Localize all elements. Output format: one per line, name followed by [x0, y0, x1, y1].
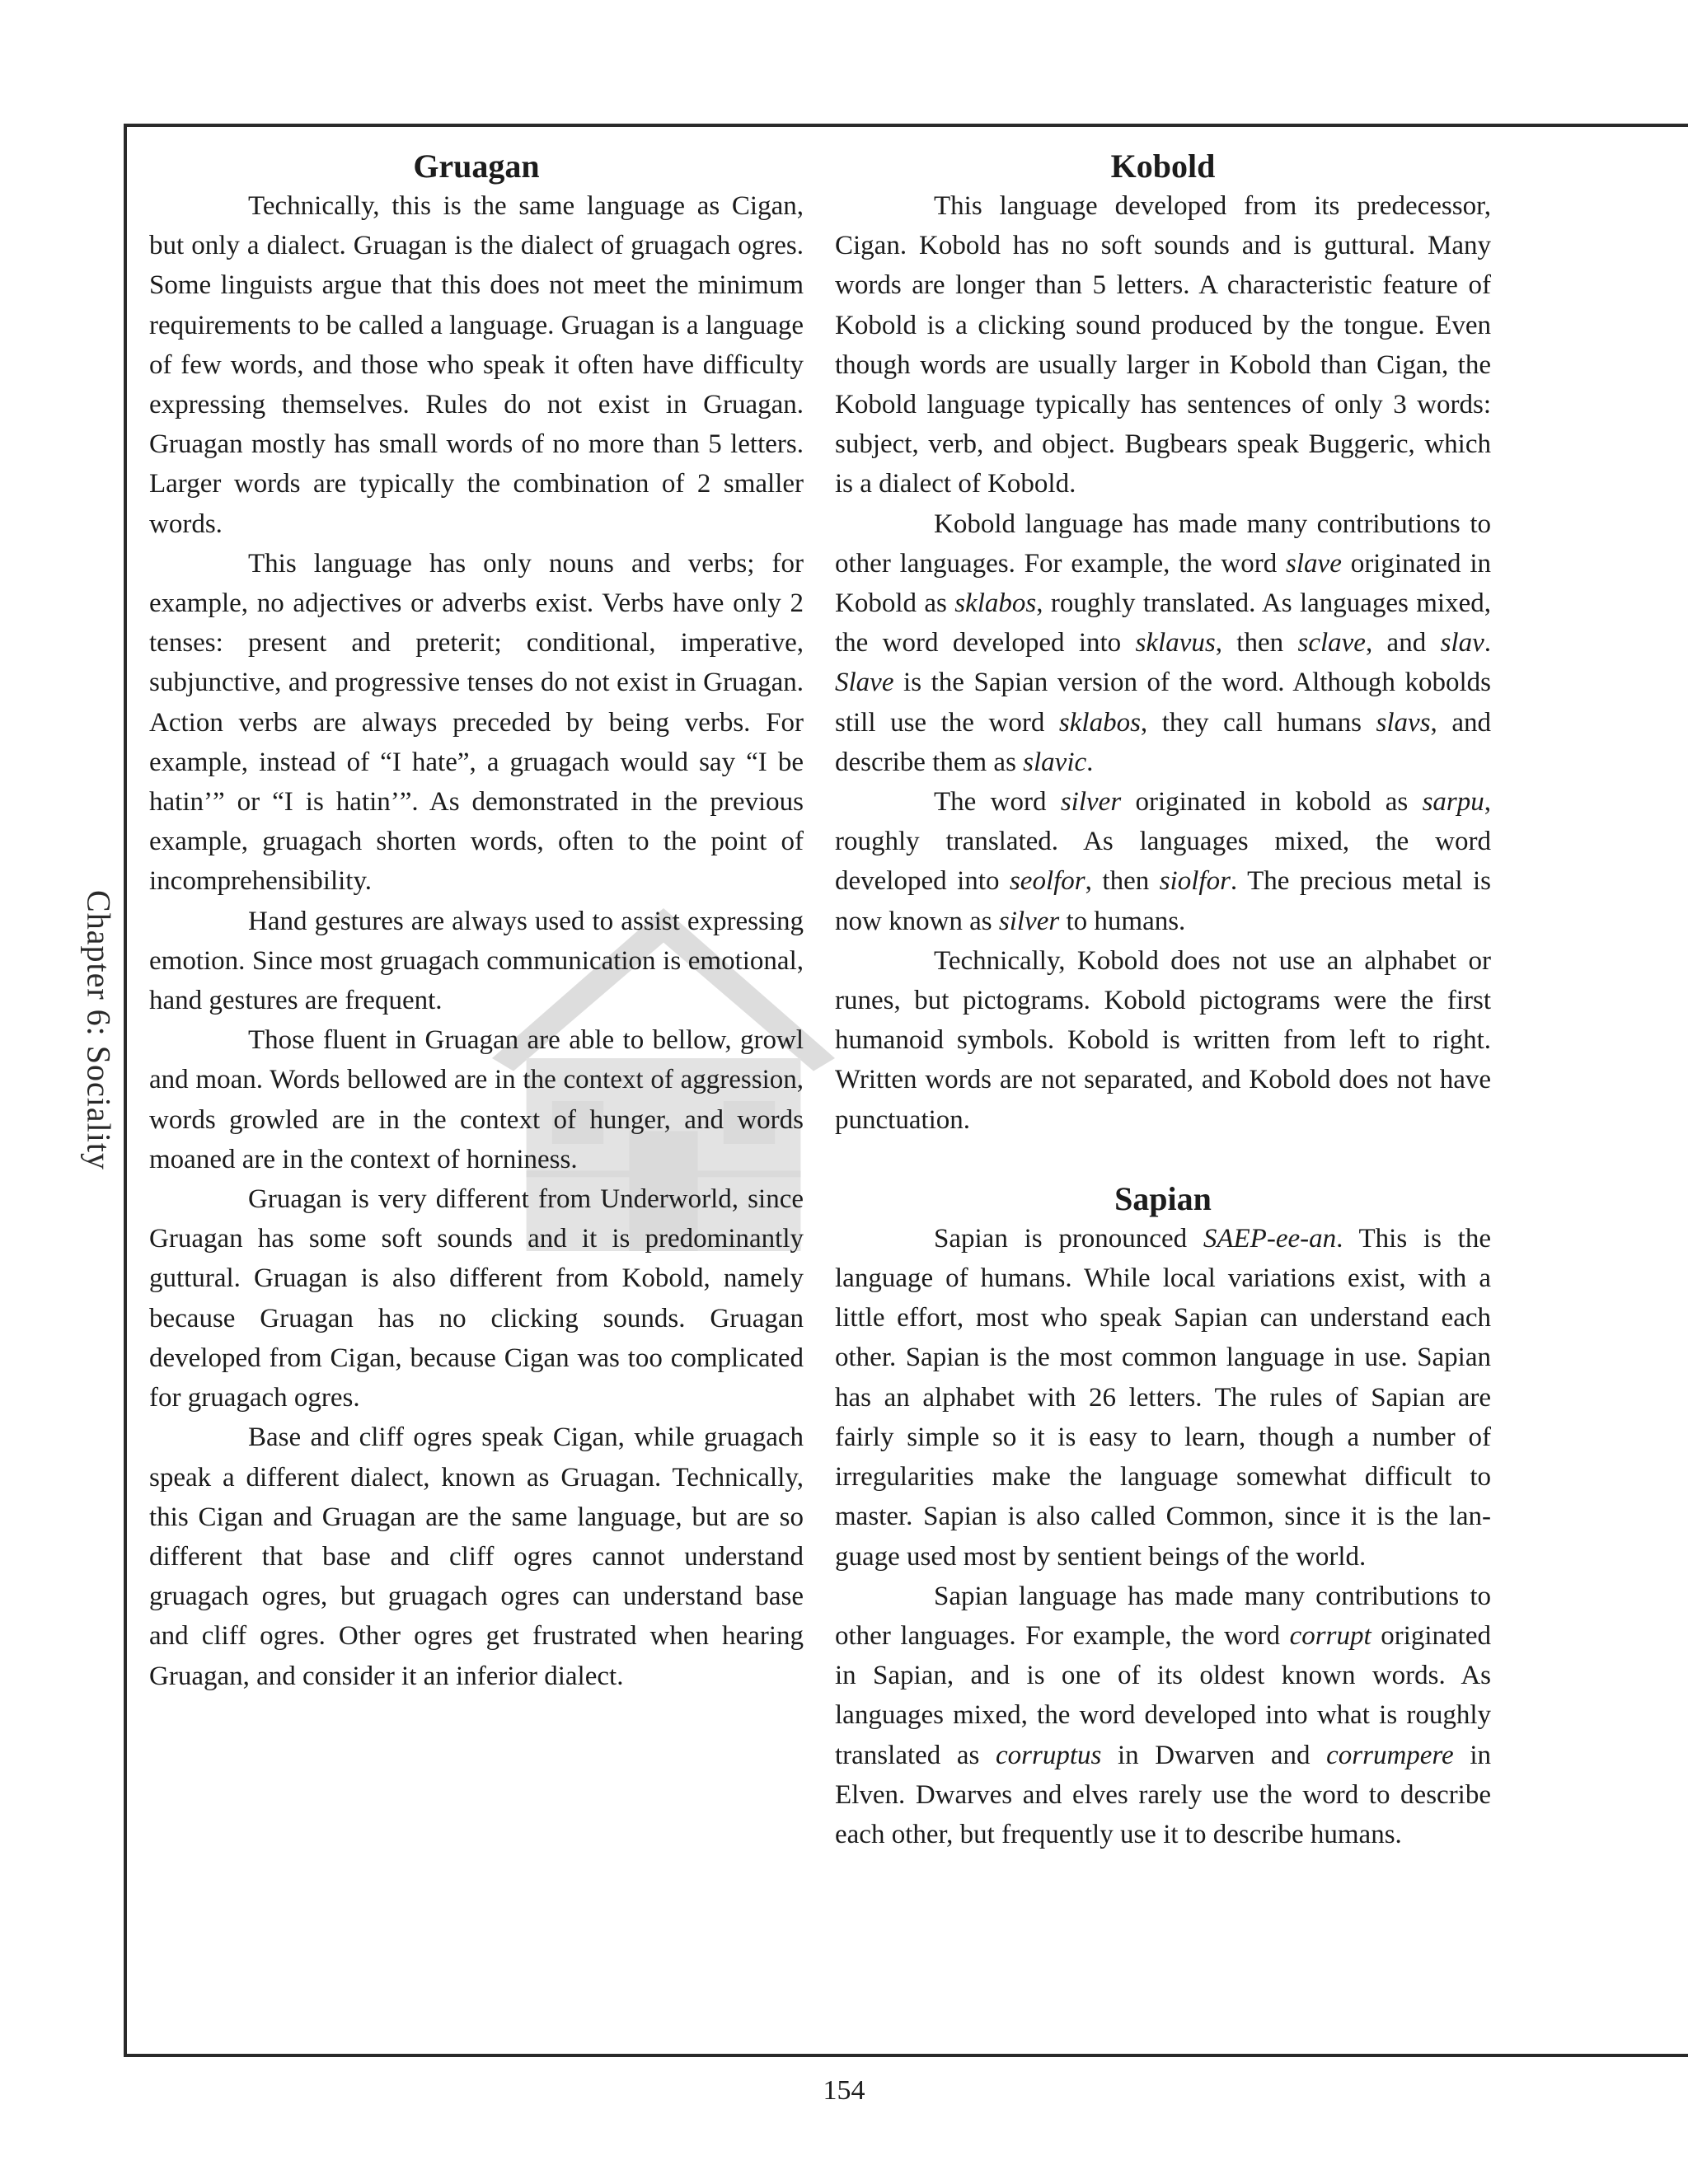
chapter-title: Chapter 6: Sociality — [80, 890, 118, 1170]
text-run: in Dwarven and — [1101, 1740, 1327, 1770]
term: silver — [998, 906, 1060, 936]
left-column — [149, 147, 804, 1696]
text-run: in Elven. Dwarves and elves rarely use the word to describe each other, but frequently use it to describe humans. — [835, 1740, 1491, 1849]
paragraph — [835, 504, 1491, 782]
term: slavic — [1023, 747, 1087, 777]
text-run: , roughly translated. As languages mixed, the word developed into — [835, 588, 1491, 658]
text-run: Kobold language has made many contributions to other languages. For example, the word — [835, 509, 1491, 579]
section-spacer — [835, 1140, 1491, 1179]
text-run: The word — [934, 787, 1061, 818]
term: Slave — [835, 668, 894, 698]
term: corrumpere — [1326, 1740, 1454, 1770]
term: sarpu — [1422, 787, 1484, 818]
paragraph — [835, 1577, 1491, 1854]
term: SAEP-ee-an — [1203, 1223, 1337, 1254]
section-heading-kobold: Kobold — [1110, 148, 1216, 185]
paragraph — [835, 782, 1491, 941]
term: sklabos — [954, 588, 1037, 619]
section-heading-sapian: Sapian — [1114, 1179, 1212, 1217]
text-run: originated in Kobold as — [835, 548, 1491, 619]
paragraph: This language developed from its predecessor, Cigan. Kobold has no soft sounds and is guttural. Many words are longer than 5 letters. A characteristic feature of Kobold is a clicking sound produced by the tongue. Even though words are usually larger in Kobold than Cigan, the Kobold language typically has sentences of only 3 words: subject, verb, and object. Bugbears speak Buggeric, which is a dialect of Kobold. — [835, 191, 1491, 499]
paragraph: This language has only nouns and verbs; for example, no adjectives or adverbs exist. Verbs have only 2 tenses: present and preterit; conditional, imperative, subjunctive, and progressive tenses do not exist in Gruagan. Action verbs are always preceded by being verbs. For example, instead of “I hate”, a gruagach would say “I be hatin’” or “I is hatin’”. As demonstrated in the previous example, gruagach shorten words, often to the point of incomprehensibility. — [149, 548, 804, 897]
term: silver — [1060, 787, 1122, 818]
text-run: originated in Sapian, and is one of its oldest known words. As languages mixed, the word developed into what is roughly translated as — [835, 1620, 1491, 1770]
paragraph: Hand gestures are always used to assist expressing emotion. Since most gruagach communication is emotional, hand gestures are frequent. — [149, 906, 804, 1016]
text-run: is the Sapian version of the word. Although kobolds still use the word — [835, 668, 1491, 738]
term: corruptus — [996, 1740, 1102, 1770]
text-run: , then — [1085, 866, 1160, 897]
section-heading-gruagan: Gruagan — [413, 148, 540, 185]
text-run: Sapian language has made many contributions to other languages. For example, the word — [835, 1581, 1491, 1651]
text-run: . The precious metal is now known as — [835, 866, 1491, 936]
right-column — [835, 147, 1491, 1854]
term: slavs — [1376, 707, 1431, 738]
term: siolfor — [1159, 866, 1231, 897]
text-run: Sapian is pronounced — [934, 1223, 1203, 1254]
paragraph — [835, 1219, 1491, 1577]
text-run: , and describe them as — [835, 707, 1491, 777]
text-run: , they call humans — [1140, 707, 1376, 738]
text-run: , roughly translated. As languages mixed, the word developed into — [835, 787, 1491, 897]
text-run: , then — [1215, 628, 1298, 658]
text-run: to humans. — [1059, 906, 1186, 936]
paragraph: Those fluent in Gruagan are able to bellow, growl and moan. Words bellowed are in the context of aggression, words growled are in the context of hunger, and words moaned are in the context of horniness. — [149, 1025, 804, 1174]
paragraph: Base and cliff ogres speak Cigan, while gruagach speak a different dialect, known as Gruagan. Technically, this Cigan and Gruagan are the same language, but are so different that base and cliff ogres cannot understand gruagach ogres, but gruagach ogres can understand base and cliff ogres. Other ogres get frustrated when hearing Gruagan, and consider it an inferior dialect. — [149, 1422, 804, 1691]
text-run: , and — [1365, 628, 1441, 658]
term: sklavus — [1135, 628, 1216, 658]
paragraph: Gruagan is very different from Underworld, since Gruagan has some soft sounds and it is predominantly guttural. Gruagan is also different from Kobold, namely because Gruagan has no clicking sounds. Gruagan developed from Cigan, because Cigan was too complicated for gruagach ogres. — [149, 1184, 804, 1413]
term: sclave — [1297, 628, 1366, 658]
term: corrupt — [1289, 1620, 1372, 1651]
paragraph: Technically, Kobold does not use an alphabet or runes, but pictograms. Kobold pictograms were the first humanoid symbols. Kobold is written from left to right. Written words are not separated, and Kobold does not have punctuation. — [835, 945, 1491, 1135]
paragraph: Technically, this is the same language as Cigan, but only a dialect. Gruagan is the dialect of gruagach ogres. Some linguists argue that this does not meet the minimum requirements to be called a language. Gruagan is a language of few words, and those who speak it often have difficulty expressing themselves. Rules do not exist in Gruagan. Gruagan mostly has small words of no more than 5 letters. Larger words are typically the combination of 2 smaller words. — [149, 191, 804, 539]
text-run: . — [1086, 747, 1094, 777]
term: seolfor — [1009, 866, 1085, 897]
term: slav — [1440, 628, 1484, 658]
text-run: originated in kobold as — [1121, 787, 1423, 818]
term: sklabos — [1058, 707, 1141, 738]
text-run: . — [1484, 628, 1491, 658]
term: slave — [1286, 548, 1342, 579]
page-number: 154 — [823, 2075, 865, 2106]
text-run: . This is the language of humans. While local variations exist, with a little effort, most who speak Sapian can understand each other. Sapian is the most common language in use. Sapian has an alphabet with 26 letters. The rules of Sapian are fairly simple so it is easy to learn, though a number of irregularities make the language somewhat difficult to master. Sapian is also called Common, since it is the language used most by sentient beings of the world. — [835, 1223, 1492, 1572]
